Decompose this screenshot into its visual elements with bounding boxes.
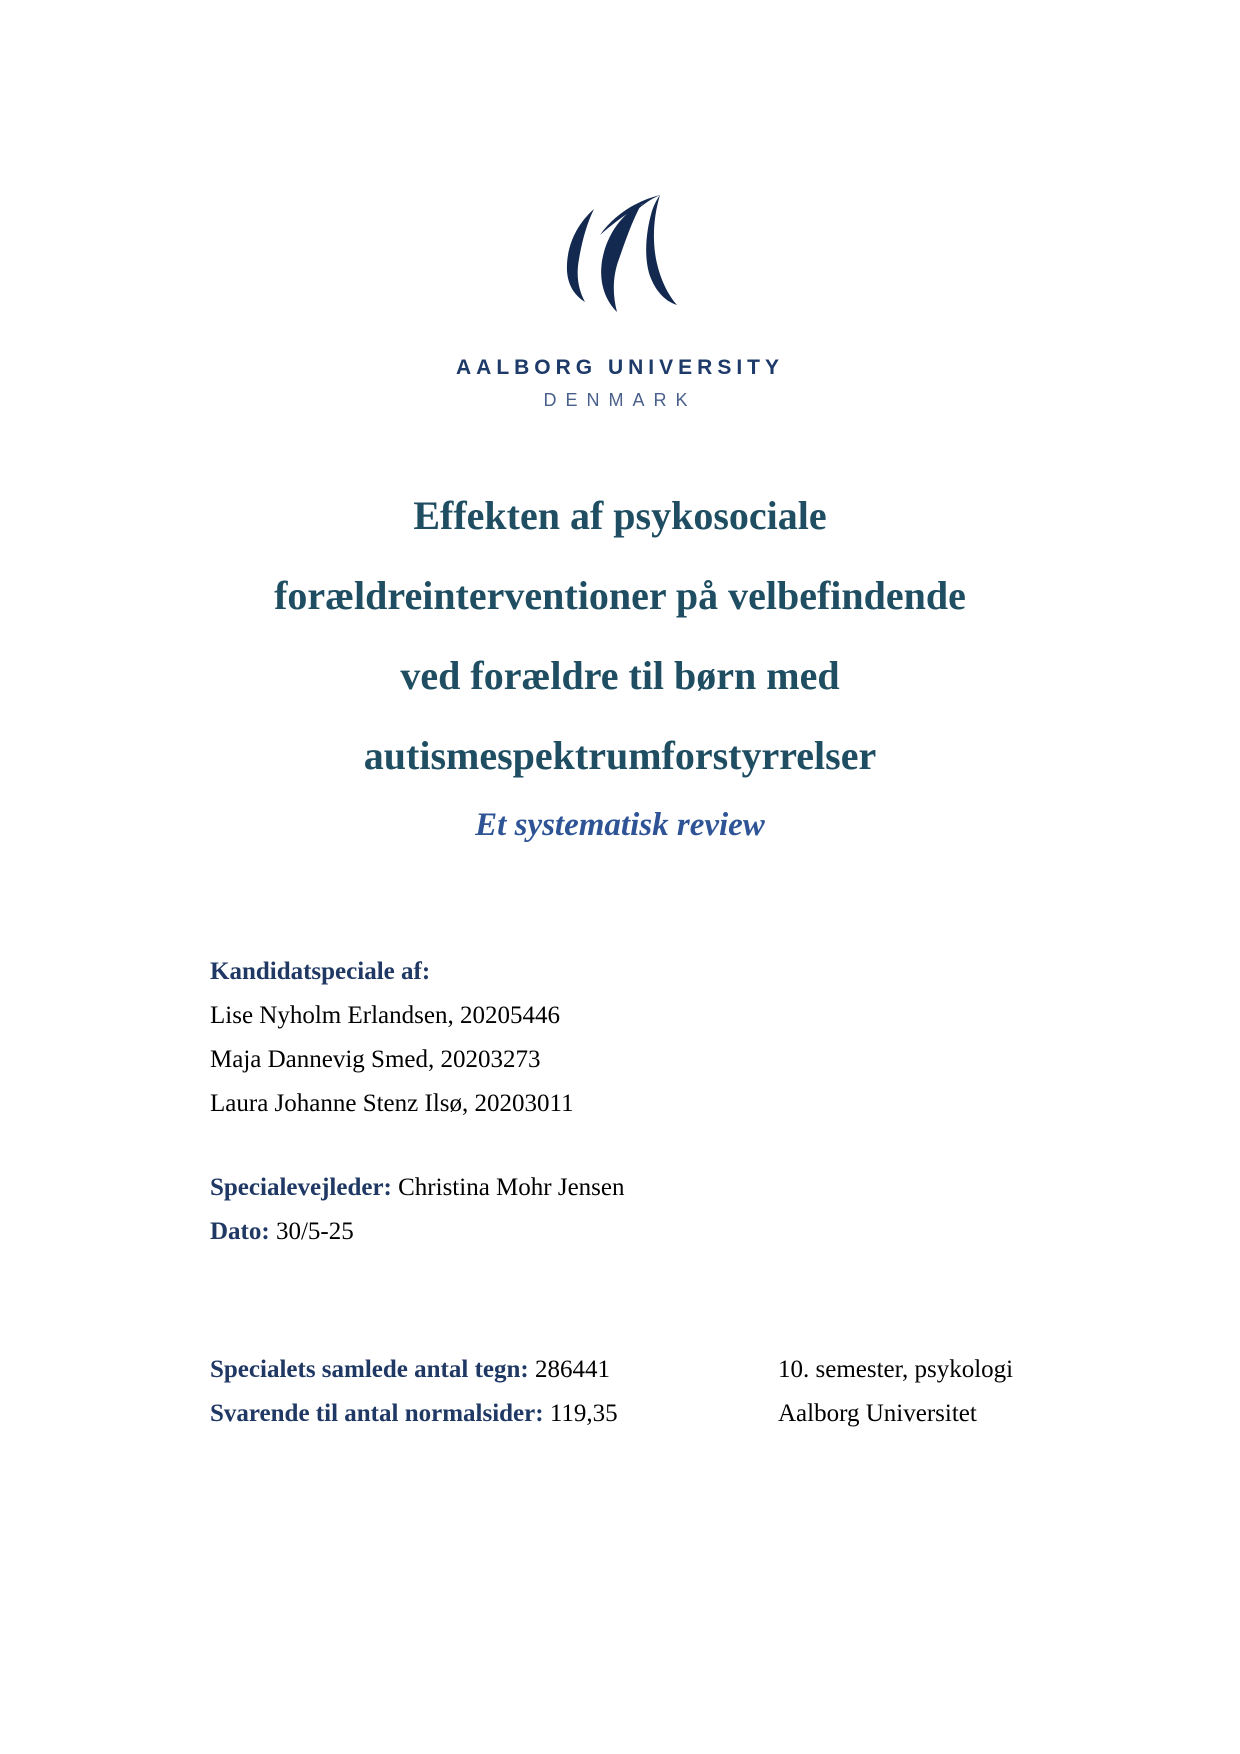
page-count-line [210,1392,618,1436]
university-name: AALBORG UNIVERSITY [455,356,784,379]
date-label: Dato: [210,1218,270,1245]
date-line [210,1210,625,1254]
stats-left-column [210,1348,618,1436]
university-line: Aalborg Universitet [778,1400,977,1427]
title-line-2: forældreinterventioner på velbefindende [274,573,966,618]
supervisor-line [210,1166,625,1210]
title-line-3: ved forældre til børn med [400,653,840,698]
university-logo-block [0,193,1240,411]
char-count-line [210,1348,618,1392]
page-count-label: Svarende til antal normalsider: [210,1400,544,1427]
subtitle: Et systematisk review [475,807,765,843]
details-block [210,1166,625,1254]
supervisor-value: Christina Mohr Jensen [398,1174,625,1201]
supervisor-label: Specialevejleder: [210,1174,392,1201]
char-count-value: 286441 [534,1356,610,1383]
stats-right-column [778,1348,1013,1436]
authors-block [210,950,574,1126]
university-country: DENMARK [543,390,697,410]
date-value: 30/5-25 [275,1218,354,1245]
title-line-1: Effekten af psykosociale [413,493,827,538]
page-count-value: 119,35 [549,1400,618,1427]
author-name: Laura Johanne Stenz Ilsø, 20203011 [210,1090,574,1117]
title-block [100,476,1140,848]
char-count-label: Specialets samlede antal tegn: [210,1356,529,1383]
author-name: Maja Dannevig Smed, 20203273 [210,1046,541,1073]
aau-swoosh-logo-icon [564,193,677,317]
author-name: Lise Nyholm Erlandsen, 20205446 [210,1002,560,1029]
authors-heading: Kandidatspeciale af: [210,958,431,985]
title-line-4: autismespektrumforstyrrelser [363,733,877,778]
semester-line: 10. semester, psykologi [778,1356,1014,1383]
